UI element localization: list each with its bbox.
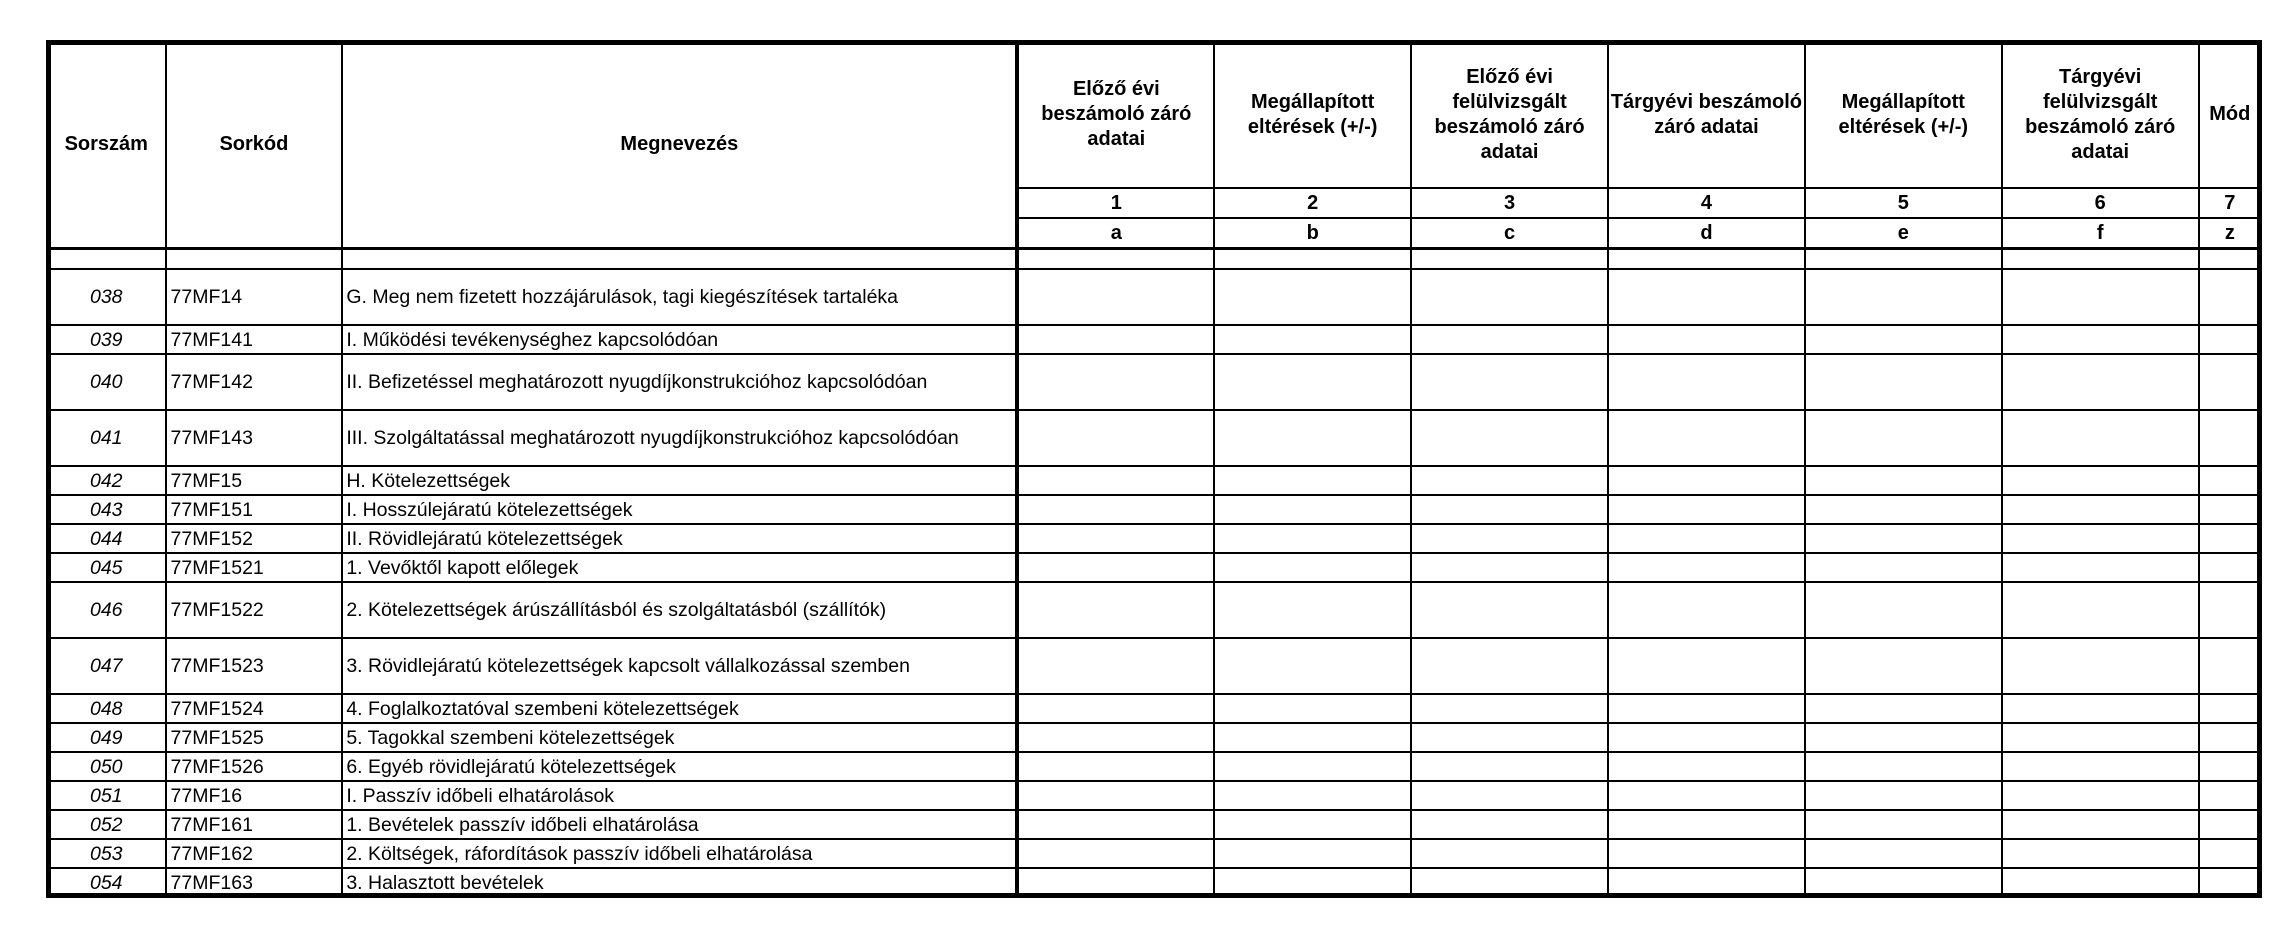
row-name: 3. Halasztott bevételek (342, 868, 1017, 897)
row-code: 77MF143 (166, 410, 343, 466)
row-number: 038 (47, 269, 166, 325)
col-number: 6 (2002, 188, 2199, 218)
row-number: 045 (47, 553, 166, 582)
col-number: 1 (1017, 188, 1214, 218)
col-letter: c (1411, 218, 1608, 249)
header-col-4: Tárgyévi beszámoló záró adatai (1608, 41, 1805, 188)
row-name: 3. Rövidlejáratú kötelezettségek kapcsolt vállalkozással szemben (342, 638, 1017, 694)
row-number: 053 (47, 839, 166, 868)
row-number: 054 (47, 868, 166, 897)
row-code: 77MF142 (166, 354, 343, 410)
row-name: 6. Egyéb rövidlejáratú kötelezettségek (342, 752, 1017, 781)
row-code: 77MF161 (166, 810, 343, 839)
col-letter: b (1214, 218, 1411, 249)
col-number: 4 (1608, 188, 1805, 218)
row-name: 4. Foglalkoztatóval szembeni kötelezettségek (342, 694, 1017, 723)
header-col-5: Megállapított eltérések (+/-) (1805, 41, 2002, 188)
header-megnevezes: Megnevezés (342, 41, 1017, 249)
col-letter: z (2199, 218, 2261, 249)
header-col-3: Előző évi felülvizsgált beszámoló záró adatai (1411, 41, 1608, 188)
row-name: 2. Kötelezettségek árúszállításból és szolgáltatásból (szállítók) (342, 582, 1017, 638)
row-number: 039 (47, 325, 166, 354)
row-name: H. Kötelezettségek (342, 466, 1017, 495)
table-frame (46, 40, 2262, 898)
row-name: I. Passzív időbeli elhatárolások (342, 781, 1017, 810)
row-name: III. Szolgáltatással meghatározott nyugdíjkonstrukcióhoz kapcsolódóan (342, 410, 1017, 466)
row-name: II. Befizetéssel meghatározott nyugdíjkonstrukcióhoz kapcsolódóan (342, 354, 1017, 410)
header-col-6: Tárgyévi felülvizsgált beszámoló záró adatai (2002, 41, 2199, 188)
header-col-1: Előző évi beszámoló záró adatai (1017, 41, 1214, 188)
col-number: 3 (1411, 188, 1608, 218)
row-number: 046 (47, 582, 166, 638)
col-letter: a (1017, 218, 1214, 249)
header-sorkod: Sorkód (166, 41, 343, 249)
row-code: 77MF151 (166, 495, 343, 524)
row-number: 044 (47, 524, 166, 553)
row-name: 1. Vevőktől kapott előlegek (342, 553, 1017, 582)
row-code: 77MF162 (166, 839, 343, 868)
header-sorszam: Sorszám (47, 41, 166, 249)
row-number: 043 (47, 495, 166, 524)
header-col-7: Mód (2199, 41, 2261, 188)
row-name: II. Rövidlejáratú kötelezettségek (342, 524, 1017, 553)
row-name: 5. Tagokkal szembeni kötelezettségek (342, 723, 1017, 752)
row-number: 048 (47, 694, 166, 723)
row-code: 77MF163 (166, 868, 343, 897)
col-number: 7 (2199, 188, 2261, 218)
row-code: 77MF16 (166, 781, 343, 810)
row-code: 77MF1525 (166, 723, 343, 752)
row-name: 1. Bevételek passzív időbeli elhatárolása (342, 810, 1017, 839)
row-number: 040 (47, 354, 166, 410)
header-col-2: Megállapított eltérések (+/-) (1214, 41, 1411, 188)
row-number: 050 (47, 752, 166, 781)
row-name: I. Működési tevékenységhez kapcsolódóan (342, 325, 1017, 354)
row-code: 77MF14 (166, 269, 343, 325)
row-code: 77MF1526 (166, 752, 343, 781)
row-number: 041 (47, 410, 166, 466)
row-number: 042 (47, 466, 166, 495)
row-number: 051 (47, 781, 166, 810)
row-number: 047 (47, 638, 166, 694)
col-letter: d (1608, 218, 1805, 249)
row-name: 2. Költségek, ráfordítások passzív időbeli elhatárolása (342, 839, 1017, 868)
row-code: 77MF1521 (166, 553, 343, 582)
row-number: 049 (47, 723, 166, 752)
col-number: 2 (1214, 188, 1411, 218)
row-name: I. Hosszúlejáratú kötelezettségek (342, 495, 1017, 524)
row-code: 77MF1522 (166, 582, 343, 638)
col-letter: e (1805, 218, 2002, 249)
row-code: 77MF1523 (166, 638, 343, 694)
row-code: 77MF141 (166, 325, 343, 354)
row-code: 77MF1524 (166, 694, 343, 723)
col-number: 5 (1805, 188, 2002, 218)
col-letter: f (2002, 218, 2199, 249)
row-code: 77MF15 (166, 466, 343, 495)
row-name: G. Meg nem fizetett hozzájárulások, tagi kiegészítések tartaléka (342, 269, 1017, 325)
row-number: 052 (47, 810, 166, 839)
row-code: 77MF152 (166, 524, 343, 553)
